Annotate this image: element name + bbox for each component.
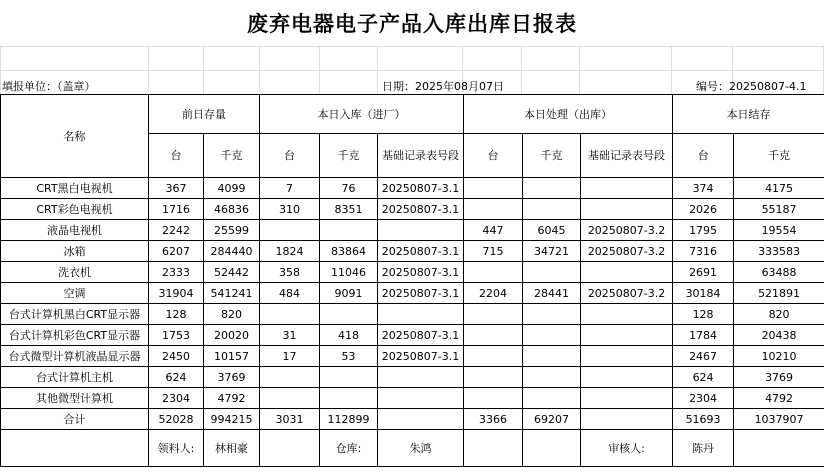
prev-tai-cell: 2333 xyxy=(149,262,204,283)
fill-unit-label: 填报单位：（盖章） xyxy=(2,80,96,93)
header-prev-stock: 前日存量 xyxy=(149,95,260,134)
in-kg-cell xyxy=(320,220,378,241)
prev-tai-cell: 31904 xyxy=(149,283,204,304)
filler-name: 林相豪 xyxy=(204,430,260,467)
in-tai-cell: 17 xyxy=(260,346,320,367)
out-record-cell xyxy=(581,262,673,283)
header-outbound: 本日处理（出库） xyxy=(464,95,673,134)
header-unit-tai: 台 xyxy=(464,134,523,178)
out-tai-cell xyxy=(464,346,523,367)
out-kg-cell xyxy=(523,304,581,325)
stock-kg-cell: 4175 xyxy=(734,178,824,199)
warehouse-name: 朱鸿 xyxy=(378,430,464,467)
stock-tai-cell: 2467 xyxy=(673,346,734,367)
table-row xyxy=(1,178,824,199)
in-kg-cell xyxy=(320,304,378,325)
in-tai-cell: 310 xyxy=(260,199,320,220)
signature-blank xyxy=(1,430,149,467)
header-unit-tai: 台 xyxy=(673,134,734,178)
prev-kg-cell: 284440 xyxy=(204,241,260,262)
total-out-tai: 3366 xyxy=(464,409,523,430)
stock-kg-cell: 3769 xyxy=(734,367,824,388)
table-row xyxy=(1,220,824,241)
table-row xyxy=(1,346,824,367)
in-record-cell: 20250807-3.1 xyxy=(378,199,464,220)
prev-kg-cell: 3769 xyxy=(204,367,260,388)
stock-tai-cell: 2026 xyxy=(673,199,734,220)
prev-tai-cell: 1716 xyxy=(149,199,204,220)
row-name: 台式计算机黑白CRT显示器 xyxy=(1,304,149,325)
in-tai-cell xyxy=(260,388,320,409)
total-stock-kg: 1037907 xyxy=(734,409,824,430)
prev-tai-cell: 2450 xyxy=(149,346,204,367)
stock-kg-cell: 820 xyxy=(734,304,824,325)
total-row xyxy=(1,409,824,430)
signature-blank xyxy=(464,430,523,467)
in-kg-cell xyxy=(320,367,378,388)
in-record-cell: 20250807-3.1 xyxy=(378,262,464,283)
reviewer-name: 陈丹 xyxy=(673,430,734,467)
row-name: 其他微型计算机 xyxy=(1,388,149,409)
out-record-cell: 20250807-3.2 xyxy=(581,241,673,262)
out-record-cell xyxy=(581,346,673,367)
out-kg-cell: 28441 xyxy=(523,283,581,304)
in-record-cell: 20250807-3.1 xyxy=(378,325,464,346)
table-row xyxy=(1,304,824,325)
table-row xyxy=(1,262,824,283)
out-record-cell xyxy=(581,304,673,325)
stock-tai-cell: 374 xyxy=(673,178,734,199)
in-record-cell xyxy=(378,304,464,325)
out-record-cell xyxy=(581,178,673,199)
stock-kg-cell: 10210 xyxy=(734,346,824,367)
out-record-cell: 20250807-3.2 xyxy=(581,283,673,304)
stock-kg-cell: 63488 xyxy=(734,262,824,283)
in-tai-cell: 358 xyxy=(260,262,320,283)
row-name: CRT黑白电视机 xyxy=(1,178,149,199)
stock-tai-cell: 2691 xyxy=(673,262,734,283)
row-name: 洗衣机 xyxy=(1,262,149,283)
out-kg-cell xyxy=(523,346,581,367)
total-out-kg: 69207 xyxy=(523,409,581,430)
in-record-cell: 20250807-3.1 xyxy=(378,241,464,262)
prev-tai-cell: 128 xyxy=(149,304,204,325)
header-inbound: 本日入库（进厂） xyxy=(260,95,464,134)
in-kg-cell: 76 xyxy=(320,178,378,199)
in-kg-cell: 53 xyxy=(320,346,378,367)
row-name: 冰箱 xyxy=(1,241,149,262)
prev-kg-cell: 10157 xyxy=(204,346,260,367)
total-prev-kg: 994215 xyxy=(204,409,260,430)
out-record-cell xyxy=(581,325,673,346)
table-row xyxy=(1,241,824,262)
out-tai-cell xyxy=(464,304,523,325)
out-kg-cell xyxy=(523,325,581,346)
warehouse-label: 仓库: xyxy=(320,430,378,467)
header-record-range: 基础记录表号段 xyxy=(378,134,464,178)
header-unit-kg: 千克 xyxy=(523,134,581,178)
stock-kg-cell: 333583 xyxy=(734,241,824,262)
row-name: 液晶电视机 xyxy=(1,220,149,241)
prev-tai-cell: 1753 xyxy=(149,325,204,346)
out-tai-cell xyxy=(464,388,523,409)
stock-tai-cell: 1795 xyxy=(673,220,734,241)
prev-tai-cell: 624 xyxy=(149,367,204,388)
stock-tai-cell: 2304 xyxy=(673,388,734,409)
out-tai-cell: 447 xyxy=(464,220,523,241)
filler-label: 领料人: xyxy=(149,430,204,467)
in-kg-cell: 9091 xyxy=(320,283,378,304)
reviewer-label: 审核人: xyxy=(581,430,673,467)
in-record-cell: 20250807-3.1 xyxy=(378,178,464,199)
out-record-cell xyxy=(581,199,673,220)
prev-tai-cell: 367 xyxy=(149,178,204,199)
out-record-cell xyxy=(581,388,673,409)
header-record-range: 基础记录表号段 xyxy=(581,134,673,178)
prev-kg-cell: 20020 xyxy=(204,325,260,346)
out-tai-cell xyxy=(464,262,523,283)
total-prev-tai: 52028 xyxy=(149,409,204,430)
in-tai-cell xyxy=(260,220,320,241)
in-tai-cell xyxy=(260,367,320,388)
out-tai-cell xyxy=(464,325,523,346)
stock-kg-cell: 521891 xyxy=(734,283,824,304)
total-label: 合计 xyxy=(1,409,149,430)
stock-kg-cell: 19554 xyxy=(734,220,824,241)
stock-kg-cell: 20438 xyxy=(734,325,824,346)
in-kg-cell: 83864 xyxy=(320,241,378,262)
stock-kg-cell: 4792 xyxy=(734,388,824,409)
prev-kg-cell: 52442 xyxy=(204,262,260,283)
prev-tai-cell: 2304 xyxy=(149,388,204,409)
out-kg-cell xyxy=(523,367,581,388)
out-tai-cell: 715 xyxy=(464,241,523,262)
prev-kg-cell: 4099 xyxy=(204,178,260,199)
prev-tai-cell: 2242 xyxy=(149,220,204,241)
row-name: 台式微型计算机液晶显示器 xyxy=(1,346,149,367)
in-tai-cell: 31 xyxy=(260,325,320,346)
report-title: 废弃电器电子产品入库出库日报表 xyxy=(247,11,577,36)
header-unit-tai: 台 xyxy=(149,134,204,178)
out-tai-cell xyxy=(464,199,523,220)
table-row xyxy=(1,388,824,409)
header-unit-tai: 台 xyxy=(260,134,320,178)
header-unit-kg: 千克 xyxy=(204,134,260,178)
header-unit-kg: 千克 xyxy=(734,134,824,178)
out-record-cell xyxy=(581,367,673,388)
total-in-tai: 3031 xyxy=(260,409,320,430)
prev-kg-cell: 25599 xyxy=(204,220,260,241)
out-kg-cell: 34721 xyxy=(523,241,581,262)
header-unit-kg: 千克 xyxy=(320,134,378,178)
table-row xyxy=(1,325,824,346)
out-kg-cell xyxy=(523,178,581,199)
in-record-cell: 20250807-3.1 xyxy=(378,283,464,304)
stock-kg-cell: 55187 xyxy=(734,199,824,220)
in-tai-cell xyxy=(260,304,320,325)
in-tai-cell: 484 xyxy=(260,283,320,304)
in-record-cell xyxy=(378,220,464,241)
header-name: 名称 xyxy=(1,95,149,178)
prev-kg-cell: 46836 xyxy=(204,199,260,220)
total-out-record xyxy=(581,409,673,430)
out-tai-cell: 2204 xyxy=(464,283,523,304)
report-date: 日期：2025年08月07日 xyxy=(382,80,504,93)
row-name: 台式计算机主机 xyxy=(1,367,149,388)
signature-blank xyxy=(523,430,581,467)
report-table xyxy=(0,94,824,467)
out-tai-cell xyxy=(464,178,523,199)
prev-kg-cell: 4792 xyxy=(204,388,260,409)
stock-tai-cell: 7316 xyxy=(673,241,734,262)
signature-blank xyxy=(260,430,320,467)
table-row xyxy=(1,199,824,220)
total-in-record xyxy=(378,409,464,430)
signature-blank xyxy=(734,430,824,467)
signature-row xyxy=(1,430,824,467)
stock-tai-cell: 128 xyxy=(673,304,734,325)
in-tai-cell: 7 xyxy=(260,178,320,199)
in-tai-cell: 1824 xyxy=(260,241,320,262)
report-number: 编号：20250807-4.1 xyxy=(696,80,807,93)
out-kg-cell xyxy=(523,388,581,409)
in-kg-cell: 418 xyxy=(320,325,378,346)
row-name: 空调 xyxy=(1,283,149,304)
header-row-groups xyxy=(1,95,824,134)
stock-tai-cell: 30184 xyxy=(673,283,734,304)
total-in-kg: 112899 xyxy=(320,409,378,430)
header-stock: 本日结存 xyxy=(673,95,824,134)
in-kg-cell: 8351 xyxy=(320,199,378,220)
out-record-cell: 20250807-3.2 xyxy=(581,220,673,241)
prev-kg-cell: 820 xyxy=(204,304,260,325)
out-tai-cell xyxy=(464,367,523,388)
out-kg-cell: 6045 xyxy=(523,220,581,241)
in-record-cell: 20250807-3.1 xyxy=(378,346,464,367)
prev-kg-cell: 541241 xyxy=(204,283,260,304)
row-name: CRT彩色电视机 xyxy=(1,199,149,220)
out-kg-cell xyxy=(523,262,581,283)
in-record-cell xyxy=(378,388,464,409)
in-kg-cell: 11046 xyxy=(320,262,378,283)
stock-tai-cell: 1784 xyxy=(673,325,734,346)
table-row xyxy=(1,367,824,388)
stock-tai-cell: 624 xyxy=(673,367,734,388)
prev-tai-cell: 6207 xyxy=(149,241,204,262)
out-kg-cell xyxy=(523,199,581,220)
row-name: 台式计算机彩色CRT显示器 xyxy=(1,325,149,346)
in-record-cell xyxy=(378,367,464,388)
total-stock-tai: 51693 xyxy=(673,409,734,430)
table-row xyxy=(1,283,824,304)
in-kg-cell xyxy=(320,388,378,409)
